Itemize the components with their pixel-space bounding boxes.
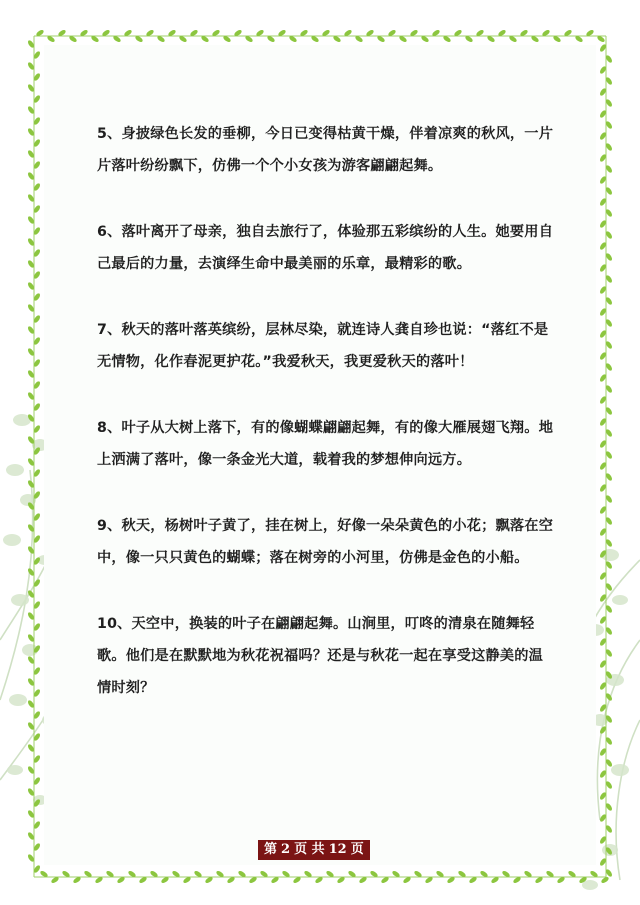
- page-number-footer: [258, 840, 370, 860]
- paragraph-6: 6、落叶离开了母亲，独自去旅行了，体验那五彩缤纷的人生。她要用自己最后的力量，去演绎生命中最美丽的乐章，最精彩的歌。: [97, 224, 554, 272]
- paragraph-8: 8、叶子从大树上落下，有的像蝴蝶翩翩起舞，有的像大雁展翅飞翔。地上洒满了落叶，像一条金光大道，载着我的梦想伸向远方。: [97, 420, 554, 468]
- total-page-count: 12: [328, 842, 347, 857]
- footer-suffix: 页: [350, 842, 364, 857]
- paragraph-7: 7、秋天的落叶落英缤纷，层林尽染，就连诗人龚自珍也说：“落红不是无情物，化作春泥更护花。”我爱秋天，我更爱秋天的落叶！: [97, 322, 549, 370]
- current-page-number: 2: [281, 842, 291, 857]
- paragraph-10: 10、天空中，换装的叶子在翩翩起舞。山涧里，叮咚的清泉在随舞轻歌。他们是在默默地为秋花祝福吗？还是与秋花一起在享受这静美的温情时刻？: [97, 616, 544, 696]
- footer-middle: 页 共: [294, 842, 325, 857]
- footer-prefix: 第: [264, 842, 278, 857]
- paragraph-5: 5、身披绿色长发的垂柳，今日已变得枯黄干燥，伴着凉爽的秋风，一片片落叶纷纷飘下，仿佛一个个小女孩为游客翩翩起舞。: [97, 126, 554, 174]
- article-body: [97, 118, 557, 738]
- paragraph-9: 9、秋天，杨树叶子黄了，挂在树上，好像一朵朵黄色的小花；飘落在空中，像一只只黄色的蝴蝶；落在树旁的小河里，仿佛是金色的小船。: [97, 518, 554, 566]
